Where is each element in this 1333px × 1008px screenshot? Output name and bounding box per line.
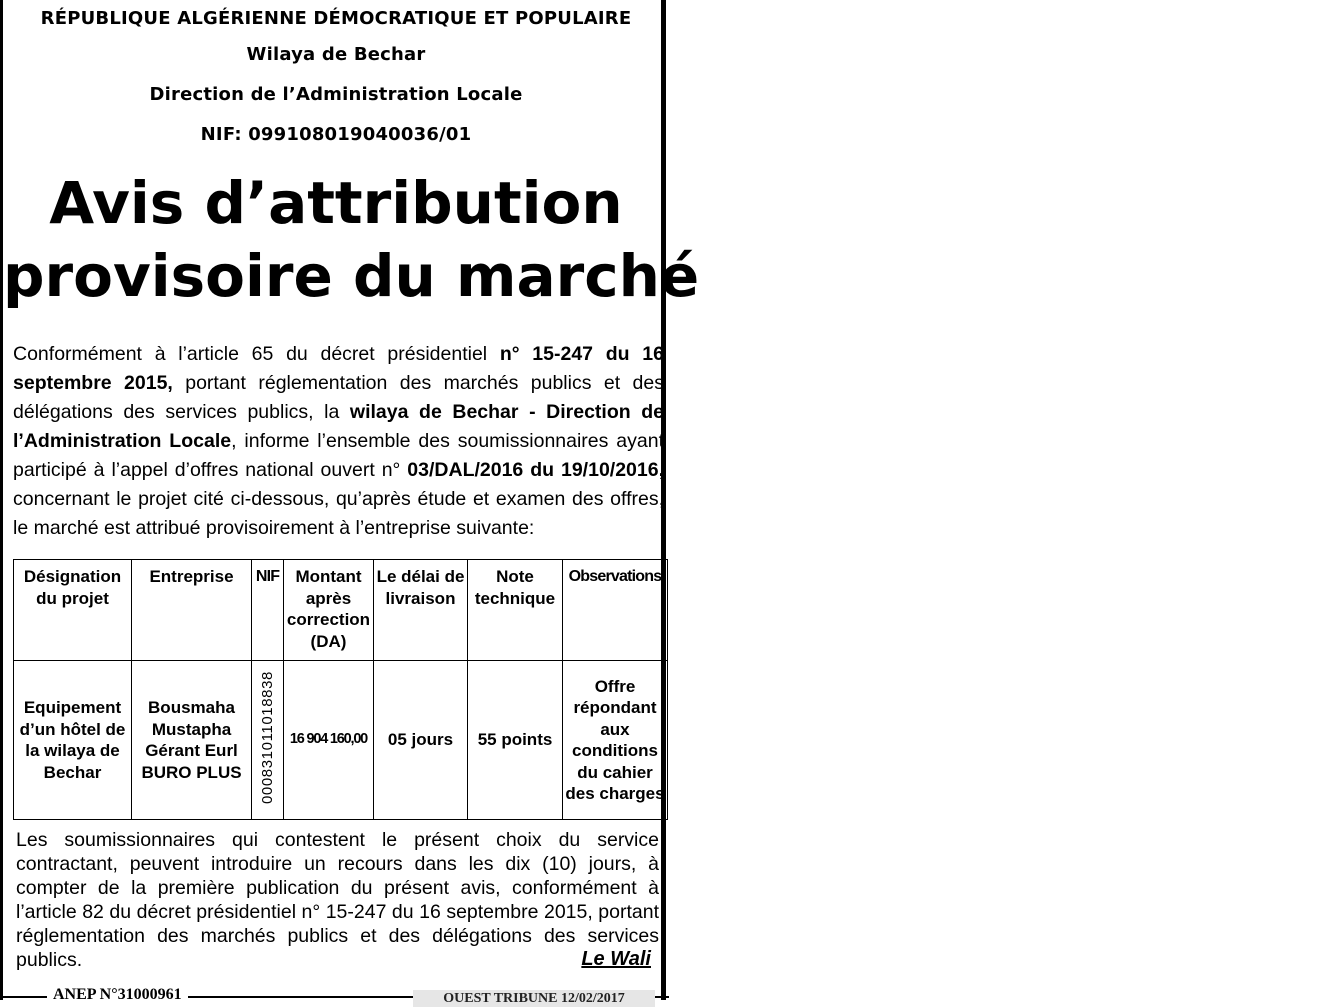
intro-text-2: portant réglementation des marchés publics et des délégations des services publics, la (13, 372, 664, 423)
header-designation: Désignation du projet (14, 560, 132, 661)
anep-reference: ANEP N°31000961 (47, 986, 188, 1004)
intro-text-4: concernant le projet cité ci-dessous, qu’après étude et examen des offres, le marché est attribué provisoirement à l’entreprise suivante: (13, 488, 664, 539)
cell-delai: 05 jours (374, 661, 468, 820)
intro-paragraph (13, 340, 664, 543)
notice-title-line-1: Avis d’attribution (49, 169, 623, 237)
intro-text-3: , informe l’ensemble des soumissionnaires ayant participé à l’appel d’offres national ouvert n° (13, 430, 664, 481)
table-row (14, 661, 668, 820)
decree-reference: n° 15-247 du 16 septembre 2015, (13, 343, 664, 394)
cell-montant: 16 904 160,00 (284, 661, 374, 820)
cell-note: 55 points (468, 661, 563, 820)
cell-entreprise: Bousmaha Mustapha Gérant Eurl BURO PLUS (132, 661, 252, 820)
notice-title-line-2: provisoire du marché (3, 242, 700, 310)
header-entreprise: Entreprise (132, 560, 252, 661)
award-table (13, 559, 668, 820)
cell-nif (252, 661, 284, 820)
header-delai: Le délai de livraison (374, 560, 468, 661)
nif-value: 000831011018838 (258, 670, 276, 804)
header-montant: Montant après correction (DA) (284, 560, 374, 661)
intro-text-1: Conformément à l’article 65 du décret présidentiel (13, 343, 500, 365)
newspaper-credit: OUEST TRIBUNE 12/02/2017 (413, 990, 655, 1007)
contracting-authority: wilaya de Bechar - Direction de l’Administration Locale (13, 401, 664, 452)
direction-heading: Direction de l’Administration Locale (149, 84, 523, 105)
tender-reference: 03/DAL/2016 du 19/10/2016, (407, 459, 665, 481)
republic-heading: RÉPUBLIQUE ALGÉRIENNE DÉMOCRATIQUE ET POPULAIRE (40, 8, 632, 29)
nif-heading: NIF: 099108019040036/01 (200, 124, 472, 145)
wilaya-heading: Wilaya de Bechar (246, 44, 426, 65)
header-observations: Observations (563, 560, 668, 661)
recours-paragraph: Les soumissionnaires qui contestent le présent choix du service contractant, peuvent introduire un recours dans les dix (10) jours, à compter de la première publication du présent avis, conformément à l’article 82 du décret présidentiel n° 15-247 du 16 septembre 2015, portant réglementation des marchés publics et des délégations des services publics. (16, 829, 659, 971)
header-note: Note technique (468, 560, 563, 661)
header-nif: NIF (252, 560, 284, 661)
cell-observations: Offre répondant aux conditions du cahier des charges (563, 661, 668, 820)
signature: Le Wali (581, 948, 651, 970)
table-header-row (14, 560, 668, 661)
cell-designation: Equipement d’un hôtel de la wilaya de Bechar (14, 661, 132, 820)
